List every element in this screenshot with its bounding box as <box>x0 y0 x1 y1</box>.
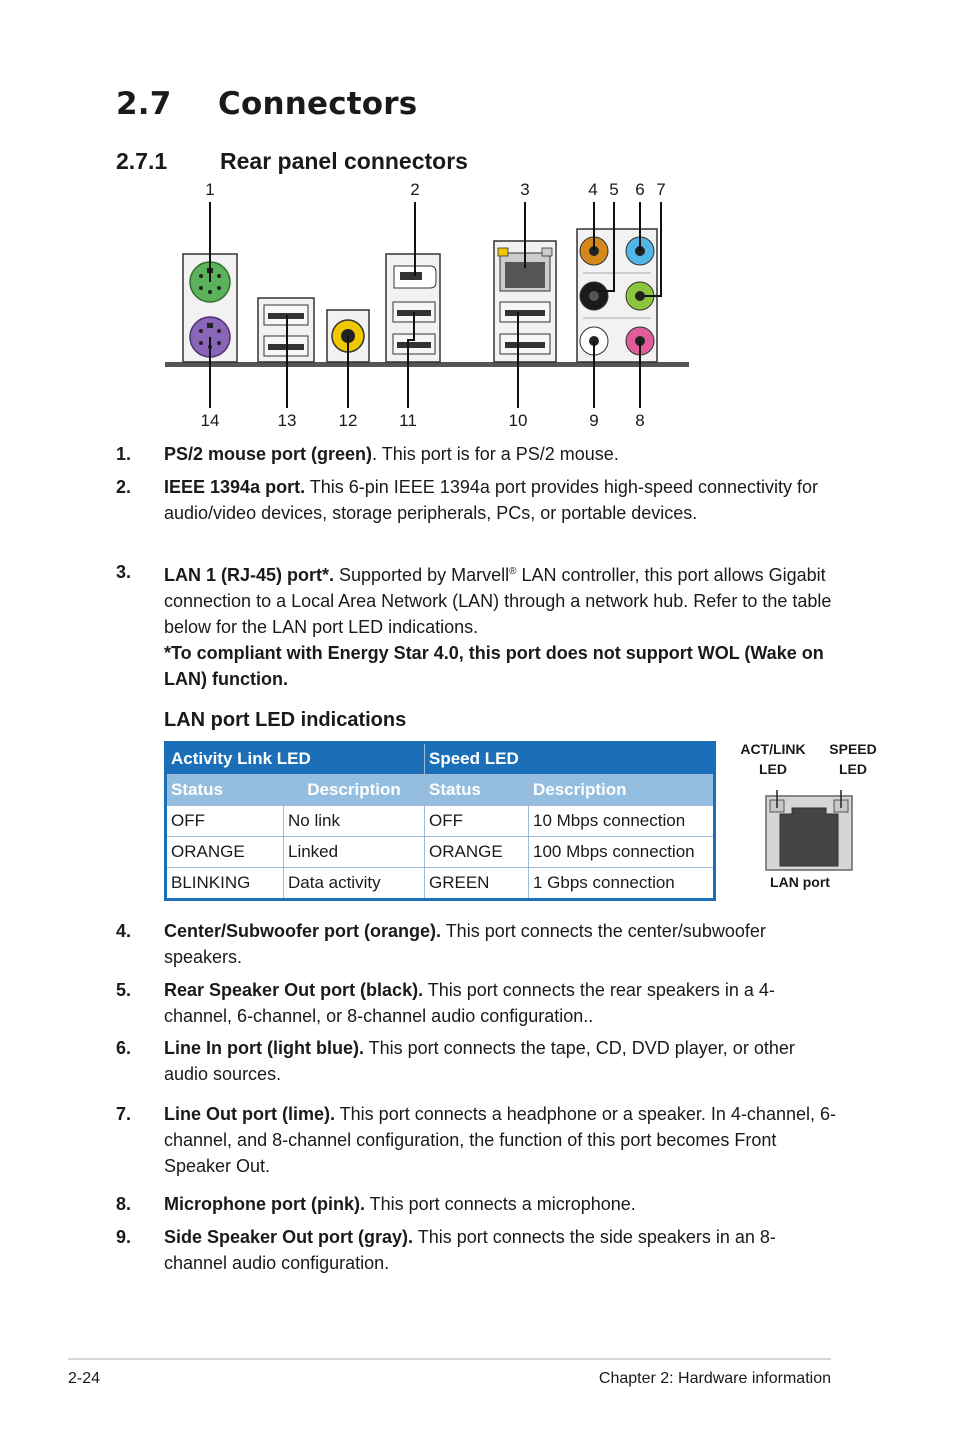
list-item: 3. LAN 1 (RJ-45) port*. Supported by Marvell® LAN controller, this port allows Gigabit connection to a Local Area Network (LAN) through a network hub. Refer to the table below for the LAN port LED indications. *To compliant with Energy Star 4.0, this port does not support WOL (Wake on LAN) function. <box>116 562 832 689</box>
column-header: Status <box>166 775 284 806</box>
speed-label: SPEED LED <box>829 741 877 777</box>
callout-3: 3 <box>520 180 530 199</box>
table-row: BLINKING Data activity GREEN 1 Gbps connection <box>166 868 715 900</box>
callout-8: 8 <box>635 411 645 430</box>
energy-star-note: *To compliant with Energy Star 4.0, this port does not support WOL (Wake on LAN) function. <box>164 643 824 689</box>
list-item: 6. Line In port (light blue). This port connects the tape, CD, DVD player, or other audio sources. <box>116 1038 795 1084</box>
list-item: 4. Center/Subwoofer port (orange). This port connects the center/subwoofer speakers. <box>116 921 766 967</box>
section-heading: 2.7 Connectors <box>116 86 418 122</box>
lan-port-diagram <box>760 790 860 872</box>
callout-4: 4 <box>588 180 598 199</box>
list-item: 8. Microphone port (pink). This port connects a microphone. <box>116 1194 636 1214</box>
led-table-heading: LAN port LED indications <box>164 709 407 731</box>
list-item: 5. Rear Speaker Out port (black). This port connects the rear speakers in a 4-channel, 6-channel, or 8-channel audio configuration.. <box>116 980 775 1026</box>
list-item: 1. PS/2 mouse port (green). This port is for a PS/2 mouse. <box>116 444 619 464</box>
list-item: 7. Line Out port (lime). This port connects a headphone or a speaker. In 4-channel, 6-channel, and 8-channel configuration, the function of this port becomes Front Speaker Out. <box>116 1104 836 1176</box>
callout-1: 1 <box>205 180 215 199</box>
column-header: Description <box>284 775 425 806</box>
column-header: Status <box>425 775 529 806</box>
list-item: 2. IEEE 1394a port. This 6-pin IEEE 1394a port provides high-speed connectivity for audio/video devices, storage peripherals, PCs, or portable devices. <box>116 477 819 523</box>
page-number: 2-24 <box>68 1370 101 1387</box>
lan-port-caption: LAN port <box>770 874 830 890</box>
callout-14: 14 <box>200 411 220 430</box>
table-row: OFF No link OFF 10 Mbps connection <box>166 806 715 837</box>
subsection-heading: 2.7.1 Rear panel connectors <box>116 148 468 174</box>
chapter-title: Chapter 2: Hardware information <box>598 1370 831 1387</box>
group-header: Activity Link LED <box>166 743 425 775</box>
list-item: 9. Side Speaker Out port (gray). This port connects the side speakers in an 8-channel audio configuration. <box>116 1227 776 1273</box>
callout-2: 2 <box>410 180 420 199</box>
rear-panel-diagram <box>160 200 700 410</box>
callout-13: 13 <box>277 411 297 430</box>
led-table <box>164 741 716 901</box>
callout-5: 5 <box>609 180 619 199</box>
callout-10: 10 <box>508 411 528 430</box>
callout-6: 6 <box>635 180 645 199</box>
group-header: Speed LED <box>425 743 715 775</box>
callout-9: 9 <box>589 411 599 430</box>
footer-divider <box>68 1358 831 1360</box>
act-link-label: ACT/LINK LED <box>740 741 806 777</box>
callout-12: 12 <box>338 411 358 430</box>
column-header: Description <box>529 775 715 806</box>
callout-7: 7 <box>656 180 666 199</box>
callout-11: 11 <box>399 411 417 430</box>
table-row: ORANGE Linked ORANGE 100 Mbps connection <box>166 837 715 868</box>
